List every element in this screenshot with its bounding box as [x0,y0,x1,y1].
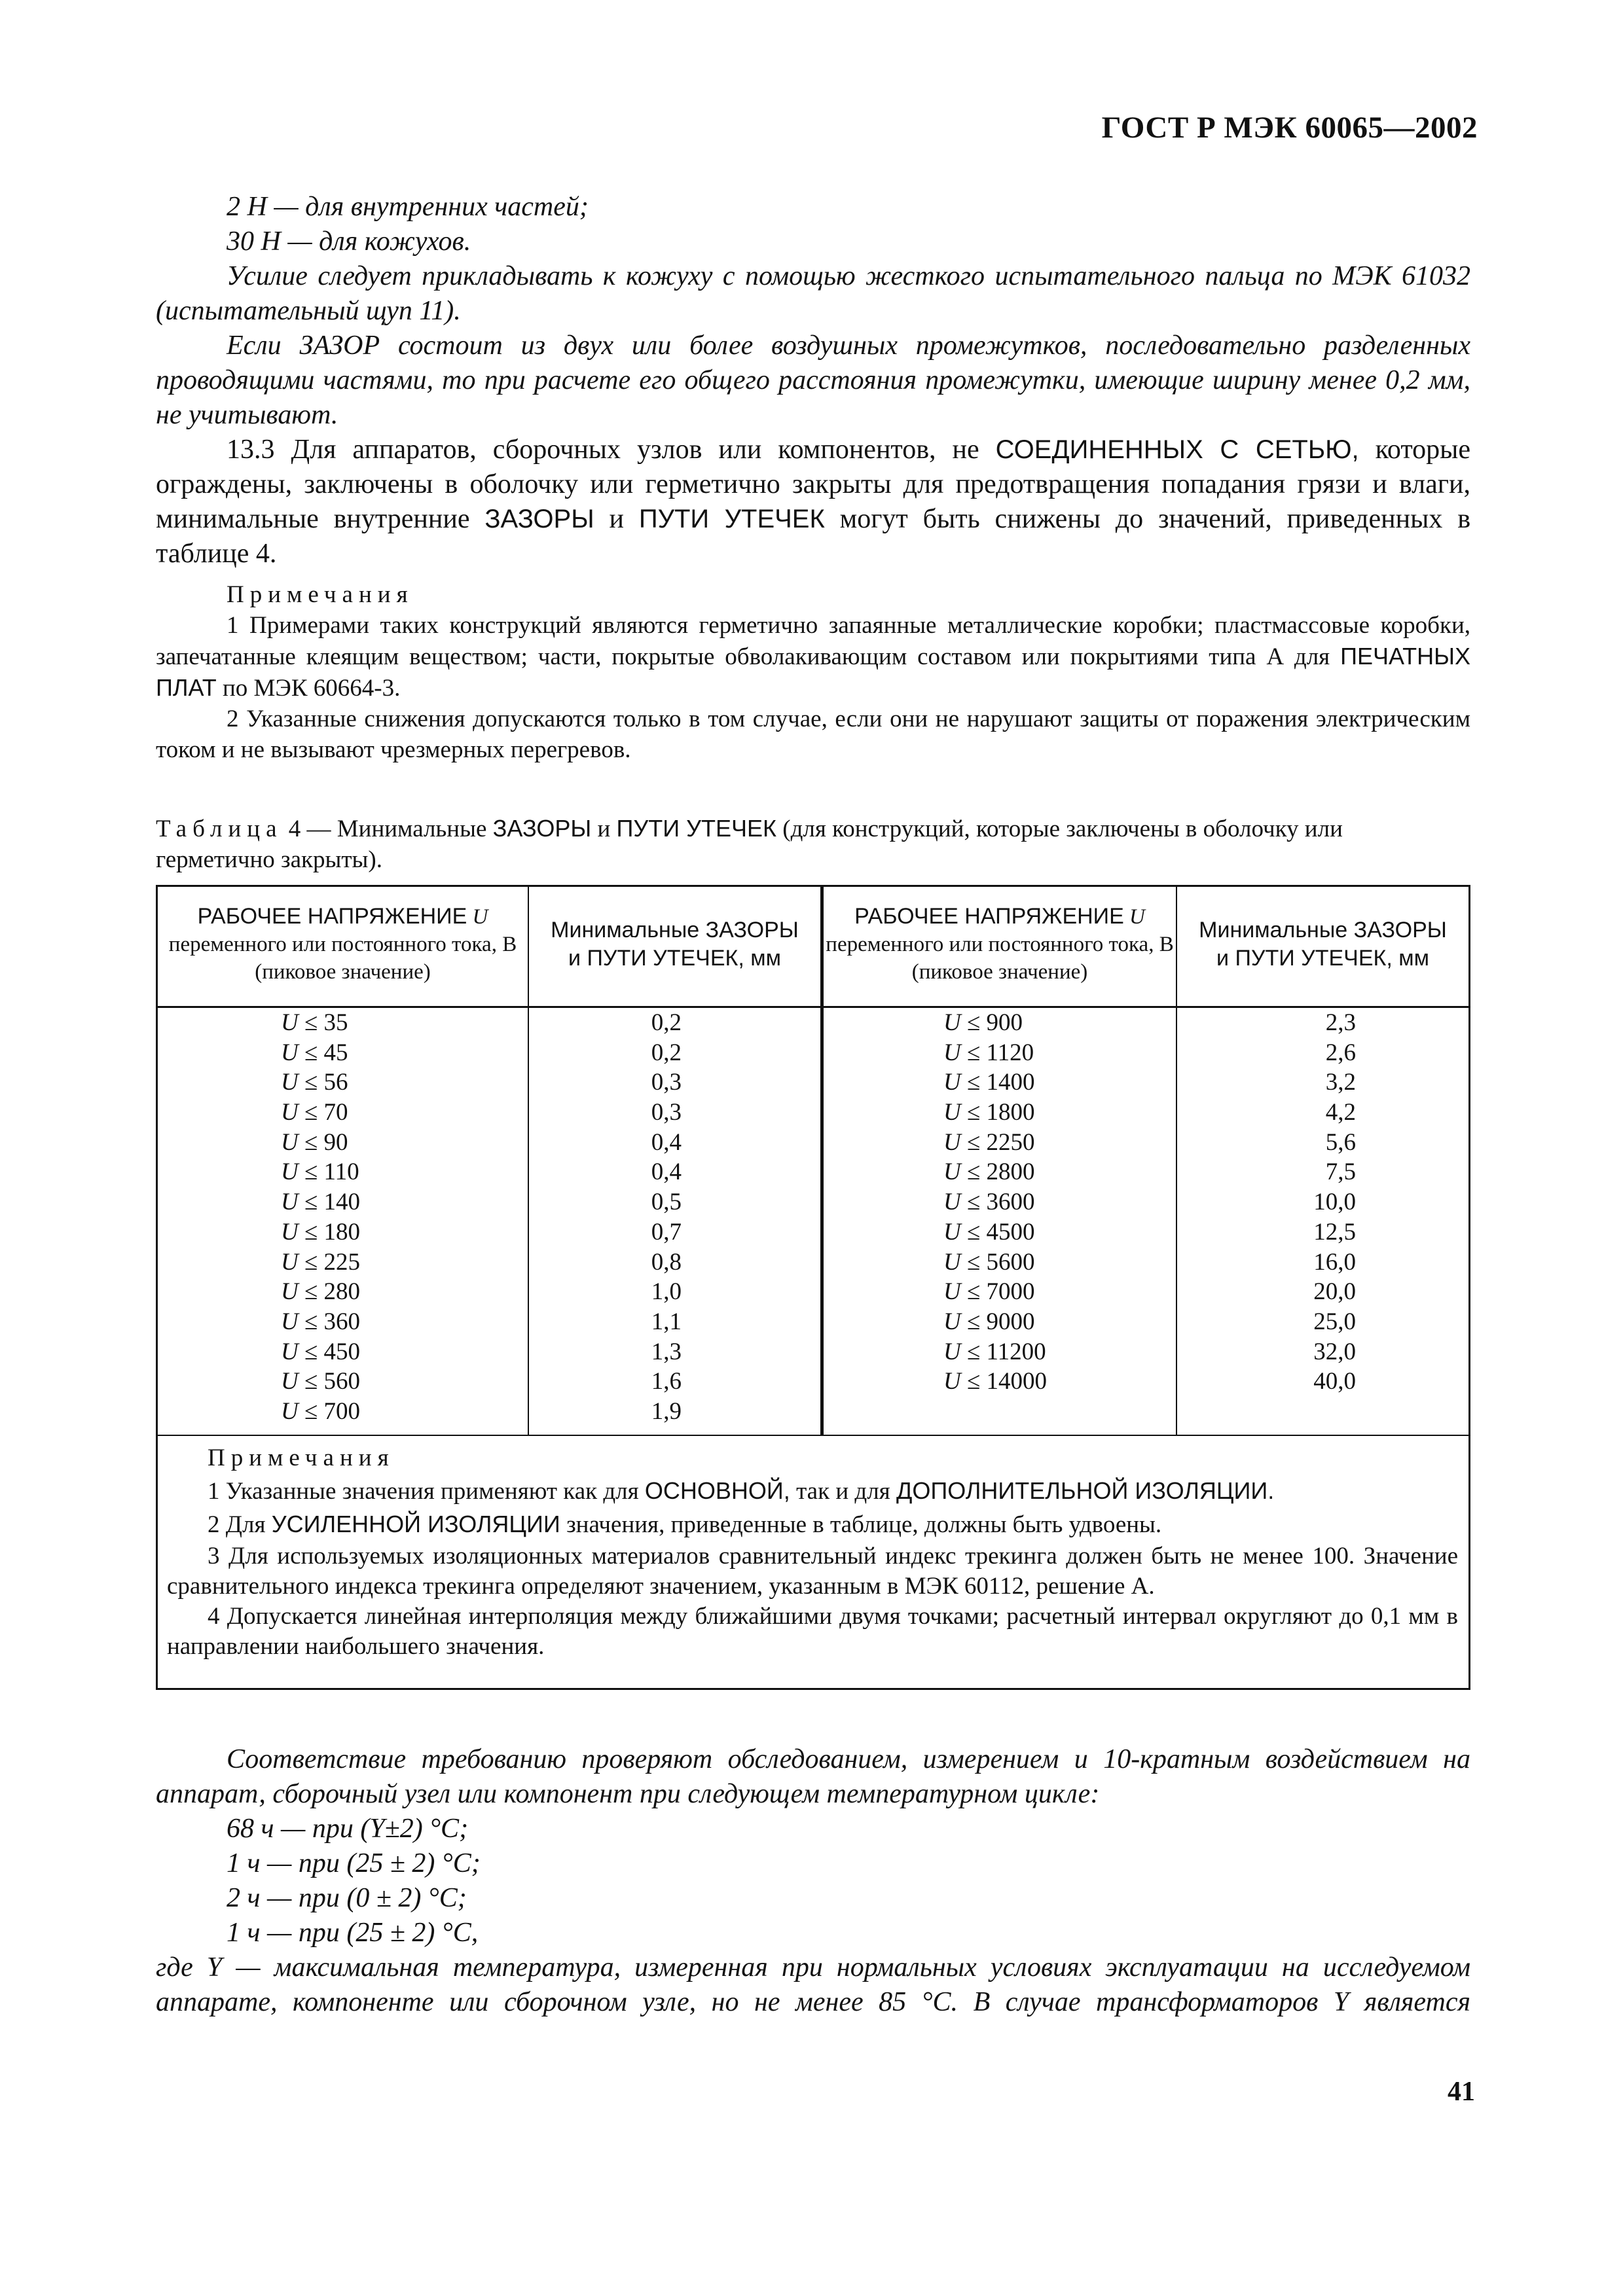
page-number: 41 [1448,2077,1475,2107]
voltage-cell [281,1367,425,1397]
clearance-cell: 25,0 [1313,1308,1356,1335]
clearance-cell: 10,0 [1313,1189,1356,1216]
table-note-3: 3 Для используемых изоляционных материалов сравнительный индекс трекинга должен быть не менее 100. Значение сравнительного индекса трекинга определяют значением, указанным в МЭК 60112, решение А. [167,1543,1458,1600]
header-voltage-left: РАБОЧЕЕ НАПРЯЖЕНИЕ U переменного или постоянного тока, В (пиковое значение) [168,904,517,984]
voltage-symbol: U [943,1099,961,1126]
voltage-cell [281,1098,425,1128]
left-clearance-column [616,1008,682,1427]
header-min-right: Минимальные ЗАЗОРЫ и ПУТИ УТЕЧЕК, мм [1199,917,1447,971]
voltage-cell [281,1067,425,1098]
voltage-limit: ≤ 110 [298,1158,359,1186]
clearance-cell: 20,0 [1313,1278,1356,1306]
voltage-limit: ≤ 140 [298,1189,361,1216]
voltage-symbol: U [281,1218,299,1246]
clearance-cell: 1,0 [651,1278,682,1306]
voltage-symbol: U [943,1248,961,1276]
voltage-cell [943,1277,1114,1307]
voltage-limit: ≤ 700 [298,1397,361,1425]
voltage-symbol: U [281,1248,299,1276]
voltage-cell [281,1277,425,1307]
clearance-cell: 0,3 [651,1099,682,1126]
voltage-symbol: U [281,1039,299,1066]
voltage-cell [943,1098,1114,1128]
clearance-table [156,885,1470,1690]
voltage-symbol: U [943,1128,961,1156]
voltage-symbol: U [943,1189,961,1216]
clearance-cell: 7,5 [1325,1158,1356,1186]
clearance-cell: 32,0 [1313,1338,1356,1365]
clearance-cell: 0,8 [651,1248,682,1276]
clearance-cell: 1,3 [651,1338,682,1365]
voltage-cell [281,1217,425,1247]
voltage-symbol: U [281,1069,299,1096]
voltage-limit: ≤ 900 [960,1009,1023,1036]
voltage-cell [943,1337,1114,1367]
voltage-symbol: U [943,1308,961,1335]
clearance-gaps-paragraph: Если ЗАЗОР состоит из двух или более воздушных промежутков, последовательно разделенных проводящими частями, то при расчете его общего расстояния промежутки, имеющие ширину менее 0,2 мм, не учитывают. [156,331,1470,430]
voltage-symbol: U [943,1368,961,1395]
clearance-cell: 1,6 [651,1368,682,1395]
voltage-symbol: U [943,1009,961,1036]
clearance-cell: 0,4 [651,1158,682,1186]
voltage-symbol: U [281,1368,299,1395]
voltage-cell [281,1187,425,1217]
table-notes [167,1442,1458,1662]
voltage-limit: ≤ 560 [298,1368,361,1395]
cycle-step-2: 1 ч — при (25 ± 2) °С; [227,1848,481,1878]
voltage-limit: ≤ 35 [298,1009,348,1036]
voltage-cell [943,1157,1114,1187]
voltage-symbol: U [281,1009,299,1036]
voltage-cell [943,1038,1114,1068]
cycle-step-1: 68 ч — при (Y±2) °С; [227,1814,469,1844]
voltage-symbol: U [281,1189,299,1216]
voltage-symbol: U [943,1338,961,1365]
voltage-symbol: U [943,1218,961,1246]
voltage-cell [281,1247,425,1278]
clearance-cell: 40,0 [1313,1368,1356,1395]
voltage-cell [281,1008,425,1038]
voltage-limit: ≤ 45 [298,1039,348,1066]
voltage-limit: ≤ 2800 [960,1158,1035,1186]
cycle-step-3: 2 ч — при (0 ± 2) °С; [227,1883,467,1913]
voltage-limit: ≤ 280 [298,1278,361,1306]
notes-heading: Примечания [227,581,414,608]
voltage-limit: ≤ 3600 [960,1189,1035,1216]
voltage-symbol: U [281,1338,299,1365]
table-notes-heading: Примечания [208,1444,395,1471]
clearance-cell: 2,6 [1325,1039,1356,1066]
clearance-cell: 4,2 [1325,1099,1356,1126]
force-casing-line: 30 Н — для кожухов. [227,226,471,257]
force-application-paragraph: Усилие следует прикладывать к кожуху с помощью жесткого испытательного пальца по МЭК 61032 (испытательный щуп 11). [156,261,1470,326]
bottom-text-block [156,1742,1470,2020]
voltage-cell [943,1247,1114,1278]
right-clearance-column [1277,1008,1356,1397]
voltage-cell [281,1157,425,1187]
clearance-cell: 2,3 [1325,1009,1356,1036]
voltage-limit: ≤ 90 [298,1128,348,1156]
voltage-symbol: U [943,1158,961,1186]
voltage-limit: ≤ 7000 [960,1278,1035,1306]
voltage-limit: ≤ 5600 [960,1248,1035,1276]
clearance-cell: 3,2 [1325,1069,1356,1096]
compliance-paragraph: Соответствие требованию проверяют обследованием, измерением и 10-кратным воздействием на аппарат, сборочный узел или компонент при следующем температурном цикле: [156,1744,1470,1809]
force-internal-line: 2 Н — для внутренних частей; [227,192,589,222]
voltage-cell [281,1397,425,1427]
voltage-symbol: U [943,1278,961,1306]
voltage-limit: ≤ 1800 [960,1099,1035,1126]
voltage-cell [281,1337,425,1367]
voltage-limit: ≤ 70 [298,1099,348,1126]
voltage-cell [943,1128,1114,1158]
voltage-cell [943,1008,1114,1038]
voltage-limit: ≤ 360 [298,1308,361,1335]
voltage-cell [943,1187,1114,1217]
voltage-limit: ≤ 225 [298,1248,361,1276]
voltage-symbol: U [281,1397,299,1425]
voltage-symbol: U [281,1158,299,1186]
note-1: 1 Примерами таких конструкций являются герметично запаянные металлические коробки; пластмассовые коробки, запечатанные клеящим веществом; части, покрытые обволакивающим составом или покрытиями типа А для ПЕЧАТНЫХ ПЛАТ по МЭК 60664-3. [156,612,1471,702]
voltage-cell [943,1067,1114,1098]
notes-block [156,579,1470,765]
clearance-cell: 0,7 [651,1218,682,1246]
voltage-limit: ≤ 56 [298,1069,348,1096]
table-note-1: 1 Указанные значения применяют как для ОСНОВНОЙ, так и для ДОПОЛНИТЕЛЬНОЙ ИЗОЛЯЦИИ. [208,1477,1275,1505]
clearance-cell: 5,6 [1325,1128,1356,1156]
voltage-symbol: U [281,1308,299,1335]
voltage-limit: ≤ 1120 [960,1039,1034,1066]
right-voltage-column [943,1008,1114,1397]
voltage-cell [281,1307,425,1337]
voltage-cell [943,1307,1114,1337]
voltage-limit: ≤ 14000 [960,1368,1048,1395]
voltage-limit: ≤ 450 [298,1338,361,1365]
temperature-definition-paragraph: где Y — максимальная температура, измеренная при нормальных условиях эксплуатации на исследуемом аппарате, компоненте или сборочном узле, но не менее 85 °С. В случае трансформаторов Y является [156,1952,1470,2017]
clearance-cell: 12,5 [1313,1218,1356,1246]
clearance-cell: 0,5 [651,1189,682,1216]
voltage-limit: ≤ 1400 [960,1069,1035,1096]
clearance-cell: 1,9 [651,1397,682,1425]
voltage-cell [943,1217,1114,1247]
notes-separator [158,1435,1468,1436]
top-text-block [156,190,1470,571]
voltage-cell [943,1367,1114,1397]
voltage-cell [281,1128,425,1158]
clearance-cell: 0,3 [651,1069,682,1096]
header-voltage-right: РАБОЧЕЕ НАПРЯЖЕНИЕ U переменного или постоянного тока, В (пиковое значение) [826,904,1174,984]
voltage-cell [281,1038,425,1068]
voltage-symbol: U [943,1069,961,1096]
voltage-symbol: U [281,1099,299,1126]
voltage-limit: ≤ 4500 [960,1218,1035,1246]
clearance-cell: 16,0 [1313,1248,1356,1276]
table-caption: Таблица 4 — Минимальные ЗАЗОРЫ и ПУТИ УТЕЧЕК (для конструкций, которые заключены в оболочку или герметично закрыты). [156,815,1343,873]
clearance-cell: 0,4 [651,1128,682,1156]
left-voltage-column [281,1008,425,1427]
voltage-symbol: U [943,1039,961,1066]
voltage-symbol: U [281,1128,299,1156]
table-note-4: 4 Допускается линейная интерполяция между ближайшими двумя точками; расчетный интервал округляют до 0,1 мм в направлении наибольшего значения. [167,1603,1458,1660]
standard-header: ГОСТ Р МЭК 60065—2002 [1101,111,1478,145]
voltage-limit: ≤ 11200 [960,1338,1046,1365]
voltage-limit: ≤ 2250 [960,1128,1035,1156]
clearance-cell: 1,1 [651,1308,682,1335]
cycle-step-4: 1 ч — при (25 ± 2) °С, [227,1918,479,1948]
clause-13-3-paragraph: 13.3 Для аппаратов, сборочных узлов или компонентов, не СОЕДИНЕННЫХ С СЕТЬЮ, которые ограждены, заключены в оболочку или герметично закрыты для предотвращения попадания грязи и влаги, минимальные внутренние ЗАЗОРЫ и ПУТИ УТЕЧЕК могут быть снижены до значений, приведенных в таблице 4. [156,435,1471,569]
voltage-symbol: U [281,1278,299,1306]
table-note-2: 2 Для УСИЛЕННОЙ ИЗОЛЯЦИИ значения, приведенные в таблице, должны быть удвоены. [208,1511,1162,1538]
clearance-cell: 0,2 [651,1039,682,1066]
clearance-cell: 0,2 [651,1009,682,1036]
note-2: 2 Указанные снижения допускаются только в том случае, если они не нарушают защиты от поражения электрическим током и не вызывают чрезмерных перегревов. [156,706,1470,763]
header-min-left: Минимальные ЗАЗОРЫ и ПУТИ УТЕЧЕК, мм [551,917,799,971]
voltage-limit: ≤ 180 [298,1218,361,1246]
voltage-limit: ≤ 9000 [960,1308,1035,1335]
